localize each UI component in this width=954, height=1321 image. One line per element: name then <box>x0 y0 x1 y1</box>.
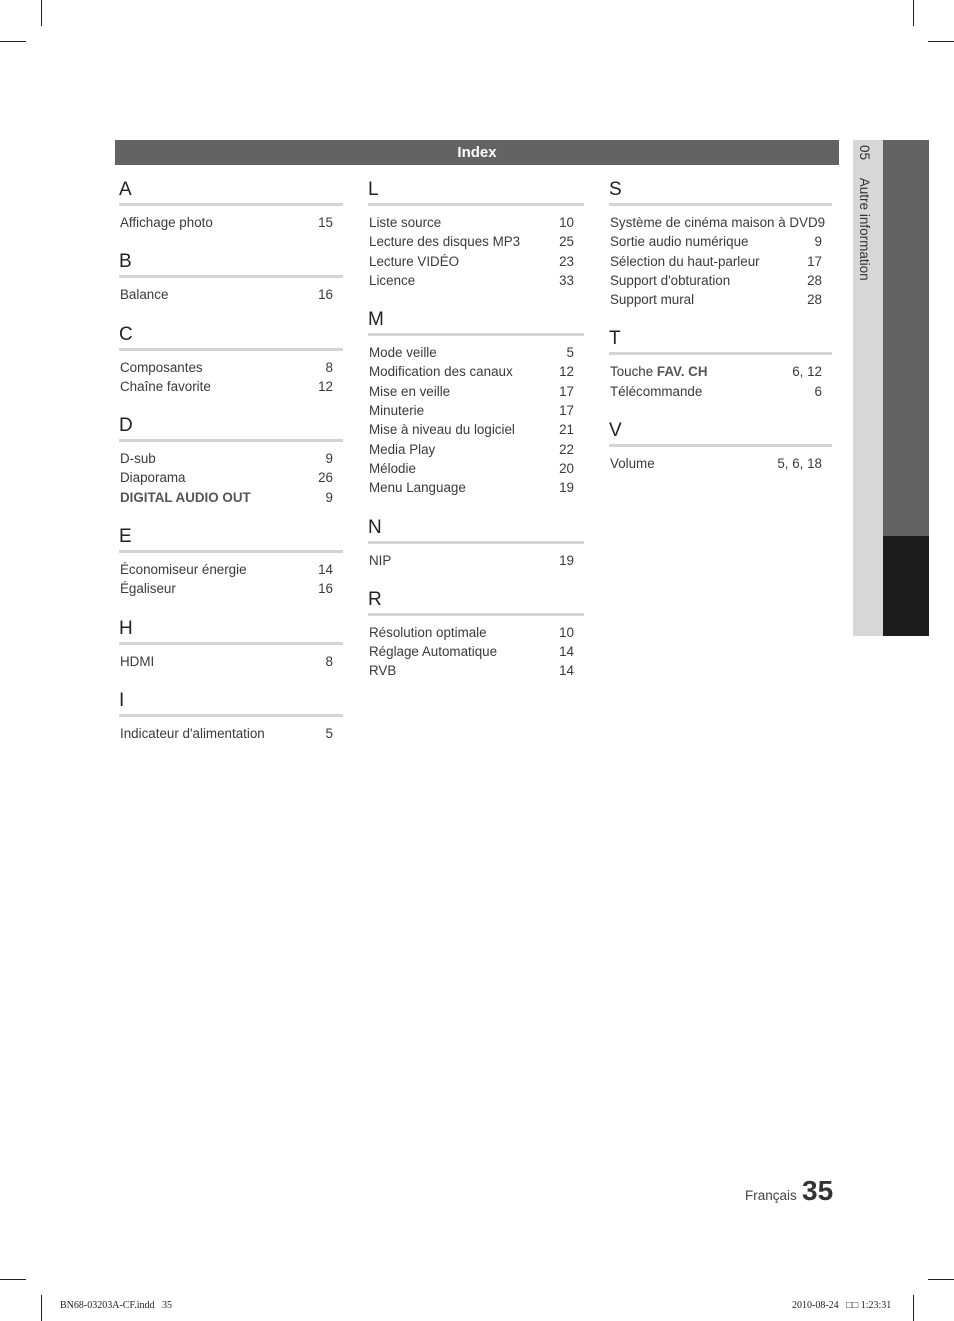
index-section-b <box>120 252 343 304</box>
index-entry <box>120 285 343 304</box>
index-section-m <box>369 310 584 497</box>
index-entry-page: 19 <box>559 552 574 568</box>
index-entry-label <box>120 377 211 396</box>
index-section-l <box>369 180 584 290</box>
index-entry <box>610 454 832 473</box>
chapter-tab-dark <box>883 140 929 536</box>
index-entry-page: 17 <box>807 253 822 269</box>
index-letter: L <box>368 180 584 206</box>
index-entries <box>369 336 584 497</box>
index-entries <box>120 206 343 232</box>
index-entry-text: Réglage Automatique <box>369 644 498 660</box>
index-entry-page: 9 <box>817 215 826 230</box>
index-entry-text: Sortie audio numérique <box>610 234 749 250</box>
index-entry-text: Support mural <box>610 292 695 308</box>
index-entry <box>120 724 343 743</box>
index-entry-page: 25 <box>559 234 574 250</box>
index-entry-page: 14 <box>559 663 574 679</box>
index-section-s <box>610 180 832 309</box>
index-entry-page: 21 <box>559 422 574 438</box>
index-section-n <box>369 518 584 570</box>
index-entries <box>610 355 832 401</box>
index-entry-text: D-sub <box>120 451 156 467</box>
crop-mark <box>913 1295 914 1321</box>
page-title: Index <box>457 144 497 161</box>
index-entries <box>369 544 584 570</box>
index-entry-label <box>120 724 265 743</box>
index-entry-label <box>369 551 391 570</box>
index-entry-page: 23 <box>559 253 574 269</box>
index-entry-page: 9 <box>325 451 333 467</box>
index-entry-page: 14 <box>318 562 333 578</box>
index-entry-label <box>369 343 437 362</box>
index-letter: N <box>368 518 584 544</box>
index-entry <box>120 488 343 507</box>
index-entry-text: Touche <box>610 364 657 380</box>
index-section-r <box>369 590 584 681</box>
index-entry-text: RVB <box>369 663 397 679</box>
index-entry <box>369 551 584 570</box>
index-letter: E <box>119 527 343 553</box>
index-entry-label <box>369 271 415 290</box>
index-entry <box>369 661 584 680</box>
index-entry-text: Minuterie <box>369 403 425 419</box>
index-entry <box>369 459 584 478</box>
index-entry-page: 9 <box>325 489 333 505</box>
index-entry-label <box>369 252 459 271</box>
crop-mark <box>41 0 42 26</box>
index-letter: S <box>609 180 832 206</box>
index-entry-label <box>610 362 708 381</box>
index-entry-label <box>120 358 203 377</box>
index-entry-page: 17 <box>559 403 574 419</box>
footer-language: Français <box>745 1188 797 1203</box>
index-entry-text: Modification des canaux <box>369 364 513 380</box>
index-entry <box>369 343 584 362</box>
crop-mark <box>928 41 954 42</box>
index-letter: M <box>368 310 584 336</box>
index-entries <box>610 206 832 309</box>
index-entry-label <box>369 642 497 661</box>
index-entry-label <box>610 213 818 232</box>
index-entry-label <box>120 468 186 487</box>
index-entry <box>369 440 584 459</box>
index-entry-text: Égaliseur <box>120 581 176 597</box>
index-entries <box>120 351 343 397</box>
index-entry <box>369 642 584 661</box>
index-entry-label <box>120 652 154 671</box>
index-entry-text: Licence <box>369 272 416 288</box>
index-entry-text: Économiseur énergie <box>120 562 247 578</box>
index-section-a <box>120 180 343 232</box>
index-entry <box>369 232 584 251</box>
index-entry-label <box>369 623 487 642</box>
index-column-1 <box>120 180 343 763</box>
index-entry <box>369 213 584 232</box>
index-entry-label <box>120 579 176 598</box>
crop-mark <box>928 1279 954 1280</box>
index-entry-text: Sélection du haut-parleur <box>610 253 760 269</box>
index-entry <box>369 401 584 420</box>
index-entry-label <box>369 420 515 439</box>
index-entry-text: Système de cinéma maison à DVD <box>610 215 818 230</box>
index-entry-label <box>369 661 396 680</box>
index-letter: R <box>368 590 584 616</box>
index-entry-text: HDMI <box>120 653 155 669</box>
index-entry-page: 12 <box>318 378 333 394</box>
index-entry-label <box>120 488 251 507</box>
index-entry <box>369 623 584 642</box>
index-entry-label <box>369 459 416 478</box>
index-section-v <box>610 421 832 473</box>
index-entry <box>610 271 832 290</box>
index-entry <box>369 478 584 497</box>
index-section-e <box>120 527 343 599</box>
index-entry <box>120 377 343 396</box>
index-entry-page: 22 <box>559 441 574 457</box>
index-entry-label <box>120 449 156 468</box>
index-section-t <box>610 329 832 401</box>
index-entry-text: Composantes <box>120 359 203 375</box>
index-entries <box>120 717 343 743</box>
index-entry-text: DIGITAL AUDIO OUT <box>120 489 251 505</box>
index-entry <box>120 449 343 468</box>
index-section-c <box>120 325 343 397</box>
index-letter: T <box>609 329 832 355</box>
index-letter: H <box>119 619 343 645</box>
index-entry-label <box>610 382 702 401</box>
index-entry-page: 12 <box>559 364 574 380</box>
index-letter: V <box>609 421 832 447</box>
index-entry-page: 5 <box>325 725 333 741</box>
index-entry <box>120 560 343 579</box>
index-entry-label <box>120 560 247 579</box>
index-entry-page: 28 <box>807 292 822 308</box>
index-entry <box>369 252 584 271</box>
index-letter: C <box>119 325 343 351</box>
index-letter: D <box>119 416 343 442</box>
index-section-i <box>120 691 343 743</box>
index-entry-label <box>610 271 730 290</box>
crop-mark <box>41 1295 42 1321</box>
chapter-number: 05 <box>857 145 872 161</box>
index-entry-page: 16 <box>318 581 333 597</box>
index-entry-label <box>610 290 694 309</box>
index-letter: I <box>119 691 343 717</box>
index-entry-label <box>369 401 424 420</box>
index-entry-text: Lecture VIDÉO <box>369 253 460 269</box>
index-entries <box>120 442 343 507</box>
index-entries <box>369 616 584 681</box>
index-letter: B <box>119 252 343 278</box>
index-entry-page: 16 <box>318 287 333 303</box>
chapter-title: Autre information <box>857 177 872 281</box>
index-entry <box>610 290 832 309</box>
index-entry-text: Télécommande <box>610 383 703 399</box>
crop-mark <box>913 0 914 26</box>
index-entry <box>610 252 832 271</box>
index-entry-text: Liste source <box>369 215 442 230</box>
index-entry-bold-text: FAV. CH <box>656 364 708 380</box>
index-entry-text: Menu Language <box>369 480 466 496</box>
index-entries <box>120 553 343 599</box>
chapter-tab-label <box>857 145 872 281</box>
index-entry-page: 5 <box>566 345 574 361</box>
crop-mark <box>0 1279 26 1280</box>
index-entry <box>120 213 343 232</box>
index-entry-label <box>369 440 435 459</box>
index-entries <box>120 278 343 304</box>
index-header-bar <box>115 140 839 165</box>
index-entry-label <box>610 232 748 251</box>
index-entry-text: Indicateur d'alimentation <box>120 725 265 741</box>
index-entry <box>120 652 343 671</box>
index-entry-page: 6 <box>814 383 822 399</box>
index-entry <box>369 271 584 290</box>
index-entry-page: 28 <box>807 272 822 288</box>
index-entry-label <box>369 213 441 232</box>
slug-file-info: BN68-03203A-CF.indd 35 <box>60 1300 172 1311</box>
index-entry <box>120 579 343 598</box>
index-entry <box>610 232 832 251</box>
index-entry-text: Volume <box>610 456 655 472</box>
index-entry-page: 15 <box>318 215 333 230</box>
index-entry <box>120 468 343 487</box>
index-entry-text: Media Play <box>369 441 436 457</box>
index-section-d <box>120 416 343 507</box>
index-entry-text: Affichage photo <box>120 215 213 230</box>
index-entry-page: 33 <box>559 272 574 288</box>
index-entries <box>610 447 832 473</box>
index-entry-text: NIP <box>369 552 392 568</box>
index-entry-page: 5, 6, 18 <box>777 456 822 472</box>
index-entry-page: 10 <box>559 215 574 230</box>
index-entry-text: Diaporama <box>120 470 186 486</box>
index-column-3 <box>610 180 832 493</box>
index-entry-page: 19 <box>559 480 574 496</box>
slug-timestamp: 2010-08-24 □□ 1:23:31 <box>792 1300 892 1311</box>
index-entry-page: 9 <box>814 234 822 250</box>
page-number: 35 <box>802 1175 834 1206</box>
index-column-2 <box>369 180 584 701</box>
index-entries <box>369 206 584 290</box>
index-entry-label <box>610 454 655 473</box>
index-entry-text: Support d'obturation <box>610 272 731 288</box>
index-entry-page: 6, 12 <box>792 364 822 380</box>
index-entry-page: 26 <box>318 470 333 486</box>
index-entries <box>120 645 343 671</box>
index-entry-page: 8 <box>325 359 333 375</box>
index-entry <box>120 358 343 377</box>
index-entry <box>369 420 584 439</box>
index-entry <box>610 362 832 381</box>
index-entry-label <box>369 382 450 401</box>
index-section-h <box>120 619 343 671</box>
index-letter: A <box>119 180 343 206</box>
index-entry-page: 8 <box>325 653 333 669</box>
index-entry-text: Balance <box>120 287 169 303</box>
index-entry-text: Mise en veille <box>369 383 451 399</box>
index-entry-page: 20 <box>559 460 574 476</box>
index-entry-text: Résolution optimale <box>369 624 487 640</box>
index-entry-label <box>120 213 213 232</box>
index-entry-page: 10 <box>559 624 574 640</box>
index-entry-label <box>610 252 760 271</box>
index-entry-text: Mise à niveau du logiciel <box>369 422 515 438</box>
chapter-tab-active <box>883 536 929 636</box>
index-entry-label <box>369 232 520 251</box>
index-entry-page: 14 <box>559 644 574 660</box>
index-entry-text: Mélodie <box>369 460 416 476</box>
index-entry <box>610 382 832 401</box>
index-entry-text: Mode veille <box>369 345 437 361</box>
index-entry-text: Lecture des disques MP3 <box>369 234 521 250</box>
index-entry <box>369 362 584 381</box>
index-entry-text: Chaîne favorite <box>120 378 211 394</box>
crop-mark <box>0 41 26 42</box>
index-entry <box>610 213 832 232</box>
index-entry-page: 17 <box>559 383 574 399</box>
index-entry <box>369 382 584 401</box>
index-entry-label <box>369 478 466 497</box>
index-entry-label <box>120 285 168 304</box>
index-entry-label <box>369 362 513 381</box>
